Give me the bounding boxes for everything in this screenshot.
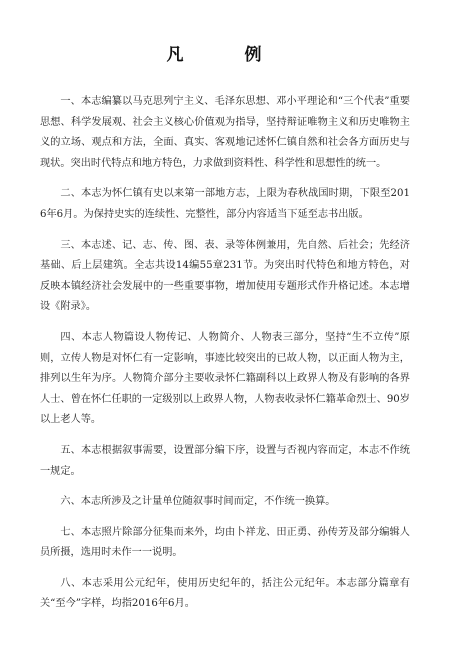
paragraph-6: 六、本志所涉及之计量单位随叙事时间而定，不作统一换算。: [60, 496, 336, 508]
paragraph-8: 八、本志采用公元纪年，使用历史纪年的，括注公元纪年。本志部分篇章有关“至今”字样，均指2016年6月。: [40, 577, 410, 610]
paragraph-7: 七、本志照片除部分征集而来外，均由卜祥龙、田正勇、孙传芳及部分编辑人员所摄，选用时未作一一说明。: [40, 526, 410, 559]
paragraph-5: 五、本志根据叙事需要，设置部分编下序，设置与否视内容而定，本志不作统一规定。: [40, 444, 410, 477]
paragraph-2: 二、本志为怀仁镇有史以来第一部地方志，上限为春秋战国时期，下限至2016年6月。为保持史实的连续性、完整性，部分内容适当下延至志书出版。: [40, 188, 410, 220]
paragraph-4: 四、本志人物篇设人物传记、人物简介、人物表三部分，坚持“生不立传”原则，立传人物是对怀仁有一定影响，事迹比较突出的已故人物，以正面人物为主，排列以生年为序。人物简介部分主要收录怀仁籍副科以上政界人物及有影响的各界人士、曾在怀仁任职的一定级别以上政界人物，人物表收录怀仁籍革命烈士、90岁以上老人等。: [40, 331, 410, 426]
paragraph-1: 一、本志编纂以马克思列宁主义、毛泽东思想、邓小平理论和“三个代表”重要思想、科学发展观、社会主义核心价值观为指导，坚持辩证唯物主义和历史唯物主义的立场、观点和方法，全面、真实、客观地记述怀仁镇自然和社会各方面历史与现状。突出时代特点和地方特色，力求做到资料性、科学性和思想性的统一。: [40, 96, 410, 169]
page-title: 凡 例: [166, 45, 284, 65]
paragraph-list: [40, 92, 410, 615]
paragraph-3: 三、本志述、记、志、传、图、表、录等体例兼用，先自然、后社会；先经济基础、后上层建筑。全志共设14编55章231节。为突出时代特色和地方特色，对反映本镇经济社会发展中的一些重要事物，增加使用专题形式作升格记述。本志增设《附录》。: [40, 239, 410, 313]
